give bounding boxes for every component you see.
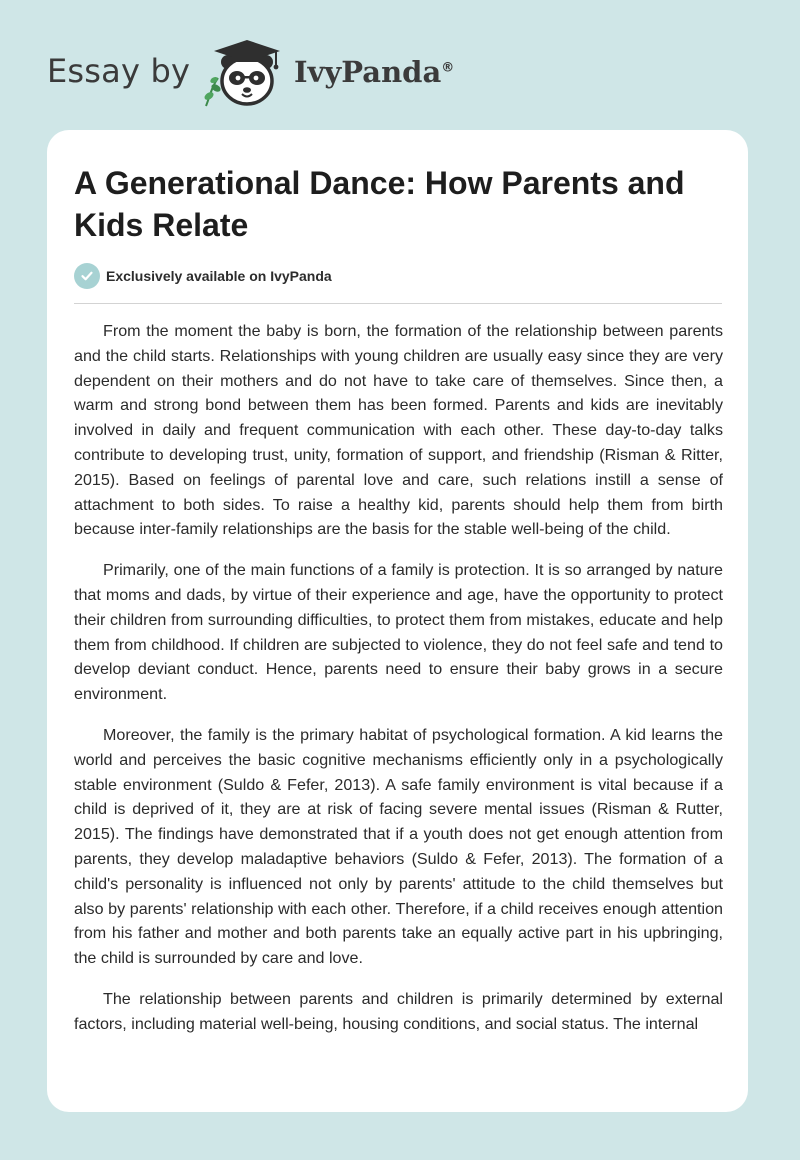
paragraph: Moreover, the family is the primary habitat of psychological formation. A kid learns the world and perceives the basic cognitive mechanisms efficiently only in a psychologically stable environment (Suldo & Fefer, 2013). A safe family environment is vital because if a child is deprived of it, they are at risk of facing severe mental issues (Risman & Rutter, 2015). The findings have demonstrated that if a youth does not get enough attention from parents, they develop maladaptive behaviors (Suldo & Fefer, 2013). The formation of a child's personality is influenced not only by parents' attitude to the child themselves but also by parents' relationship with each other. Therefore, if a child receives enough attention from his father and mother and both parents take an equally active part in his upbringing, the child is surrounded by care and love.: [74, 725, 723, 968]
paragraph: The relationship between parents and children is primarily determined by external factors, including material well-being, housing conditions, and social status. The internal: [74, 989, 723, 1033]
paragraph: From the moment the baby is born, the formation of the relationship between parents and the child starts. Relationships with young children are usually easy since they are very dependent on their mothers and do not have to take care of themselves. Since then, a warm and strong bond between them has been formed. Parents and kids are inevitably involved in daily and frequent communication with each other. These day-to-day talks contribute to developing trust, unity, formation of support, and friendship (Risman & Ritter, 2015). Based on feelings of parental love and care, such relations instill a sense of attachment to both sides. To raise a healthy kid, parents should help them from birth because inter-family relationships are the basis for the stable well-being of the child.: [74, 322, 723, 539]
essay-body: [74, 319, 723, 1053]
registered-mark: ®: [441, 60, 455, 76]
site-header: [0, 0, 800, 130]
page-title: A Generational Dance: How Parents and Kids Relate: [74, 165, 685, 243]
essay-card: [47, 130, 748, 1112]
divider: [74, 303, 722, 304]
paragraph: Primarily, one of the main functions of a family is protection. It is so arranged by nature that moms and dads, by virtue of their experience and age, have the opportunity to protect their children from surrounding difficulties, to protect them from mistakes, educate and help them from childhood. If children are subjected to violence, they do not feel safe and tend to develop deviant conduct. Hence, parents need to ensure their baby grows in a secure environment.: [74, 561, 723, 704]
brand-name[interactable]: IvyPanda®: [294, 55, 455, 89]
ivypanda-logo-icon[interactable]: [200, 36, 290, 108]
exclusive-badge: [74, 263, 332, 289]
check-circle-icon: [74, 263, 100, 289]
exclusive-badge-label: Exclusively available on IvyPanda: [106, 268, 332, 284]
essay-by-label: Essay by: [47, 52, 191, 90]
